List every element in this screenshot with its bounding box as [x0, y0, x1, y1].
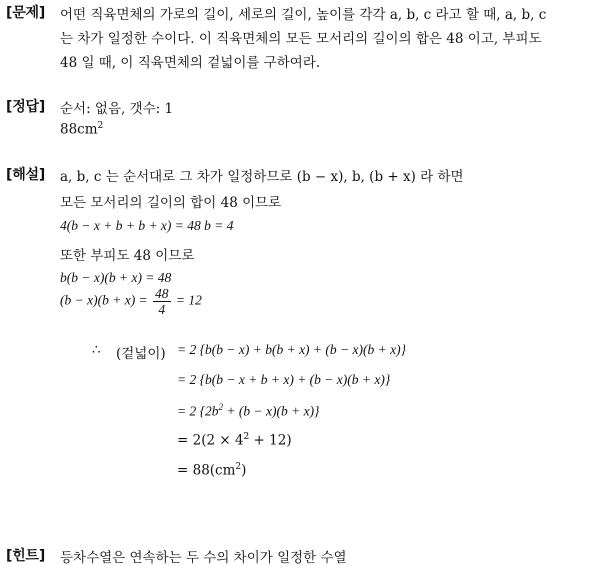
equation-step-5 [177, 462, 246, 479]
problem-line-1: 어떤 직육면체의 가로의 길이, 세로의 길이, 높이를 각각 a, b, c 라고 할 때, a, b, c [60, 7, 547, 23]
fraction-numerator: 48 [155, 286, 169, 301]
answer-line-1: 순서: 없음, 갯수: 1 [60, 101, 174, 117]
answer-line-2 [60, 121, 103, 138]
equation-step-2: = 2 {b(b − x + b + x) + (b − x)(b + x)} [177, 372, 391, 387]
eq5-exponent: 2 [235, 462, 242, 472]
solution-line-5: b(b − x)(b + x) = 48 [60, 270, 172, 285]
solution-line-3: 4(b − x + b + b + x) = 48 b = 4 [60, 218, 234, 233]
fraction-denominator: 4 [158, 302, 166, 317]
eq3-exponent: 2 [218, 402, 224, 412]
fraction [153, 286, 171, 317]
solution-line-4: 또한 부피도 48 이므로 [60, 248, 195, 264]
solution-line-1: a, b, c 는 순서대로 그 차가 일정하므로 (b − x), b, (b + x) 라 하면 [60, 169, 464, 185]
line6-right: = 12 [175, 292, 202, 308]
therefore-symbol: ∴ [92, 342, 101, 358]
equation-step-4 [177, 432, 292, 449]
hint-line-1: 등차수열은 연속하는 두 수의 차이가 일정한 수열 [60, 550, 347, 566]
solution-label: [해설] [6, 167, 46, 183]
eq4-part-b: + 12) [249, 432, 292, 449]
eq5-part-a: = 88(cm [177, 462, 236, 479]
equation-step-3 [177, 402, 319, 420]
eq4-exponent: 2 [243, 432, 250, 442]
eq4-part-a: = 2(2 × 4 [177, 432, 244, 449]
eq3-part-b: + (b − x)(b + x)} [223, 403, 320, 419]
eq3-part-a: = 2 {2b [177, 403, 219, 419]
equation-step-1: = 2 {b(b − x) + b(b + x) + (b − x)(b + x)} [177, 342, 406, 357]
answer-label: [정답] [6, 99, 46, 115]
eq5-part-b: ) [241, 462, 247, 479]
hint-label: [힌트] [6, 548, 46, 564]
problem-line-2: 는 차가 일정한 수이다. 이 직육면체의 모든 모서리의 길이의 합은 48 이고, 부피도 [60, 31, 542, 47]
problem-line-3: 48 일 때, 이 직육면체의 겉넓이를 구하여라. [60, 55, 321, 71]
solution-line-6 [60, 286, 202, 317]
line6-left: (b − x)(b + x) = [60, 292, 148, 308]
answer-value: 88cm [60, 121, 98, 138]
problem-label: [문제] [6, 5, 46, 21]
answer-unit-exponent: 2 [97, 121, 104, 131]
solution-line-2: 모든 모서리의 길이의 합이 48 이므로 [60, 195, 282, 211]
area-label: (겉넓이) [116, 346, 166, 362]
